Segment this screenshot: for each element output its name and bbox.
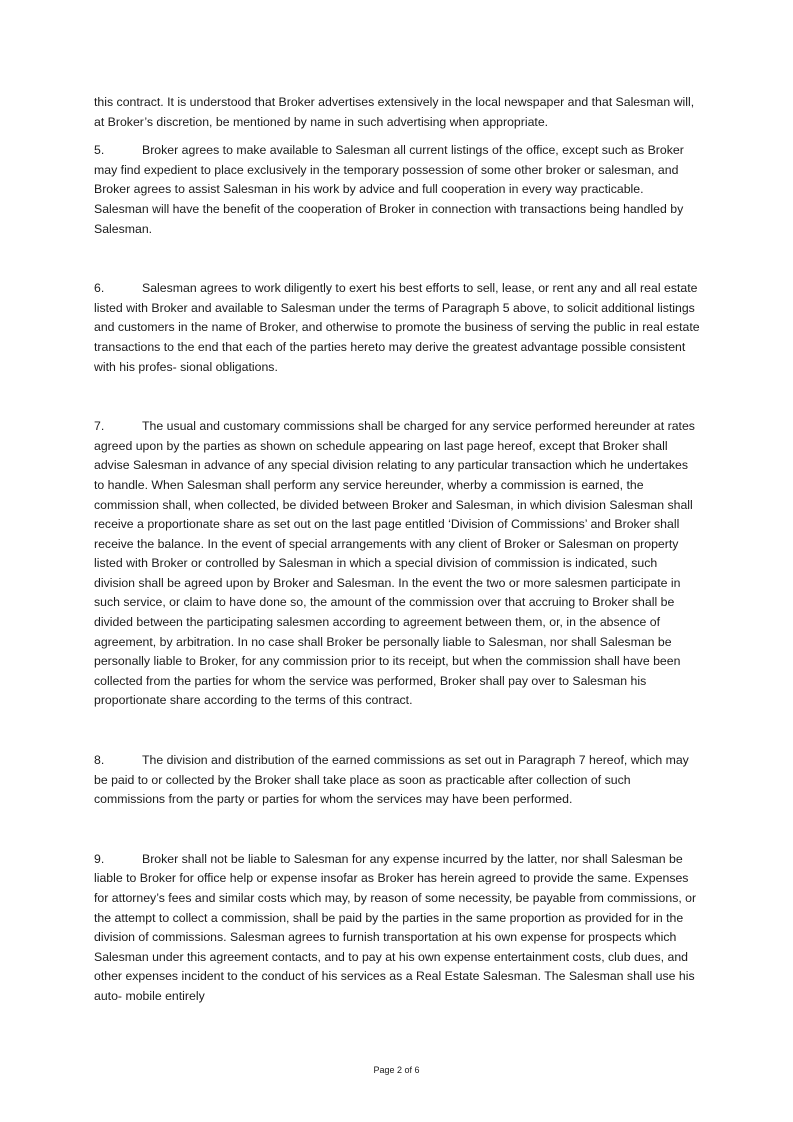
paragraph-number: 6. (94, 281, 105, 296)
paragraph-9 (94, 850, 700, 1007)
document-body (94, 93, 700, 1007)
paragraph-text: Broker shall not be liable to Salesman for any expense incurred by the latter, nor shall Salesman be liable to Broker for office help or expense insofar as Broker has herein agreed to provide the same. Expenses for attorney’s fees and similar costs which may, by reason of some necessity, be payable from commissions, or the attempt to collect a commission, shall be paid by the parties in the same proportion as provided for in the division of commissions. Salesman agrees to furnish transportation at his own expense for prospects which Salesman under this agreement contacts, and to pay at his own expense entertainment costs, club dues, and other expenses incident to the conduct of his services as a Real Estate Salesman. The Salesman shall use his auto- mobile entirely (94, 851, 697, 1003)
paragraph-5 (94, 141, 700, 239)
paragraph-text: Broker agrees to make available to Salesman all current listings of the office, except such as Broker may find expedient to place exclusively in the temporary possession of some other broker or salesman, and Broker agrees to assist Salesman in his work by advice and full cooperation in every way practicable. Salesman will have the benefit of the cooperation of Broker in connection with transactions being handled by Salesman. (94, 143, 684, 236)
page-footer: Page 2 of 6 (373, 1065, 420, 1075)
paragraph-8 (94, 751, 700, 810)
paragraph-text: The division and distribution of the earned commissions as set out in Paragraph 7 hereof, which may be paid to or collected by the Broker shall take place as soon as practicable after collection of such commissions from the party or parties for whom the services may have been performed. (94, 753, 689, 807)
paragraph-text: this contract. It is understood that Broker advertises extensively in the local newspaper and that Salesman will, at Broker’s discretion, be mentioned by name in such advertising when appropriate. (94, 95, 695, 129)
paragraph-text: The usual and customary commissions shall be charged for any service performed hereunder at rates agreed upon by the parties as shown on schedule appearing on last page hereof, except that Broker shall advise Salesman in advance of any special division relating to any particular transaction which he undertakes to handle. When Salesman shall perform any service hereunder, wherby a commission is earned, the commission shall, when collected, be divided between Broker and Salesman, in which division Salesman shall receive a proportionate share as set out on the last page entitled ‘Division of Commissions’ and Broker shall receive the balance. In the event of special arrangements with any client of Broker or Salesman on property listed with Broker or controlled by Salesman in which a special division of commission is indicated, such division shall be agreed upon by Broker and Salesman. In the event the two or more salesmen participate in such service, or claim to have done so, the amount of the commission over that accruing to Broker shall be divided between the participating salesmen according to agreement between them, or, in the absence of agreement, by arbitration. In no case shall Broker be personally liable to Salesman, nor shall Salesman be personally liable to Broker, for any commission prior to its receipt, but when the commission shall have been collected from the parties for whom the service was performed, Broker shall pay over to Salesman his proportionate share according to the terms of this contract. (94, 419, 695, 708)
paragraph-number: 9. (94, 851, 105, 866)
paragraph-7 (94, 417, 700, 711)
paragraph-text: Salesman agrees to work diligently to exert his best efforts to sell, lease, or rent any and all real estate listed with Broker and available to Salesman under the terms of Paragraph 5 above, to solicit additional listings and customers in the name of Broker, and otherwise to promote the business of serving the public in real estate transactions to the end that each of the parties hereto may derive the greatest advantage possible consistent with his profes- sional obligations. (94, 281, 700, 374)
paragraph-continued (94, 93, 700, 132)
paragraph-number: 7. (94, 419, 105, 434)
paragraph-number: 5. (94, 143, 105, 158)
paragraph-6 (94, 279, 700, 377)
paragraph-number: 8. (94, 753, 105, 768)
